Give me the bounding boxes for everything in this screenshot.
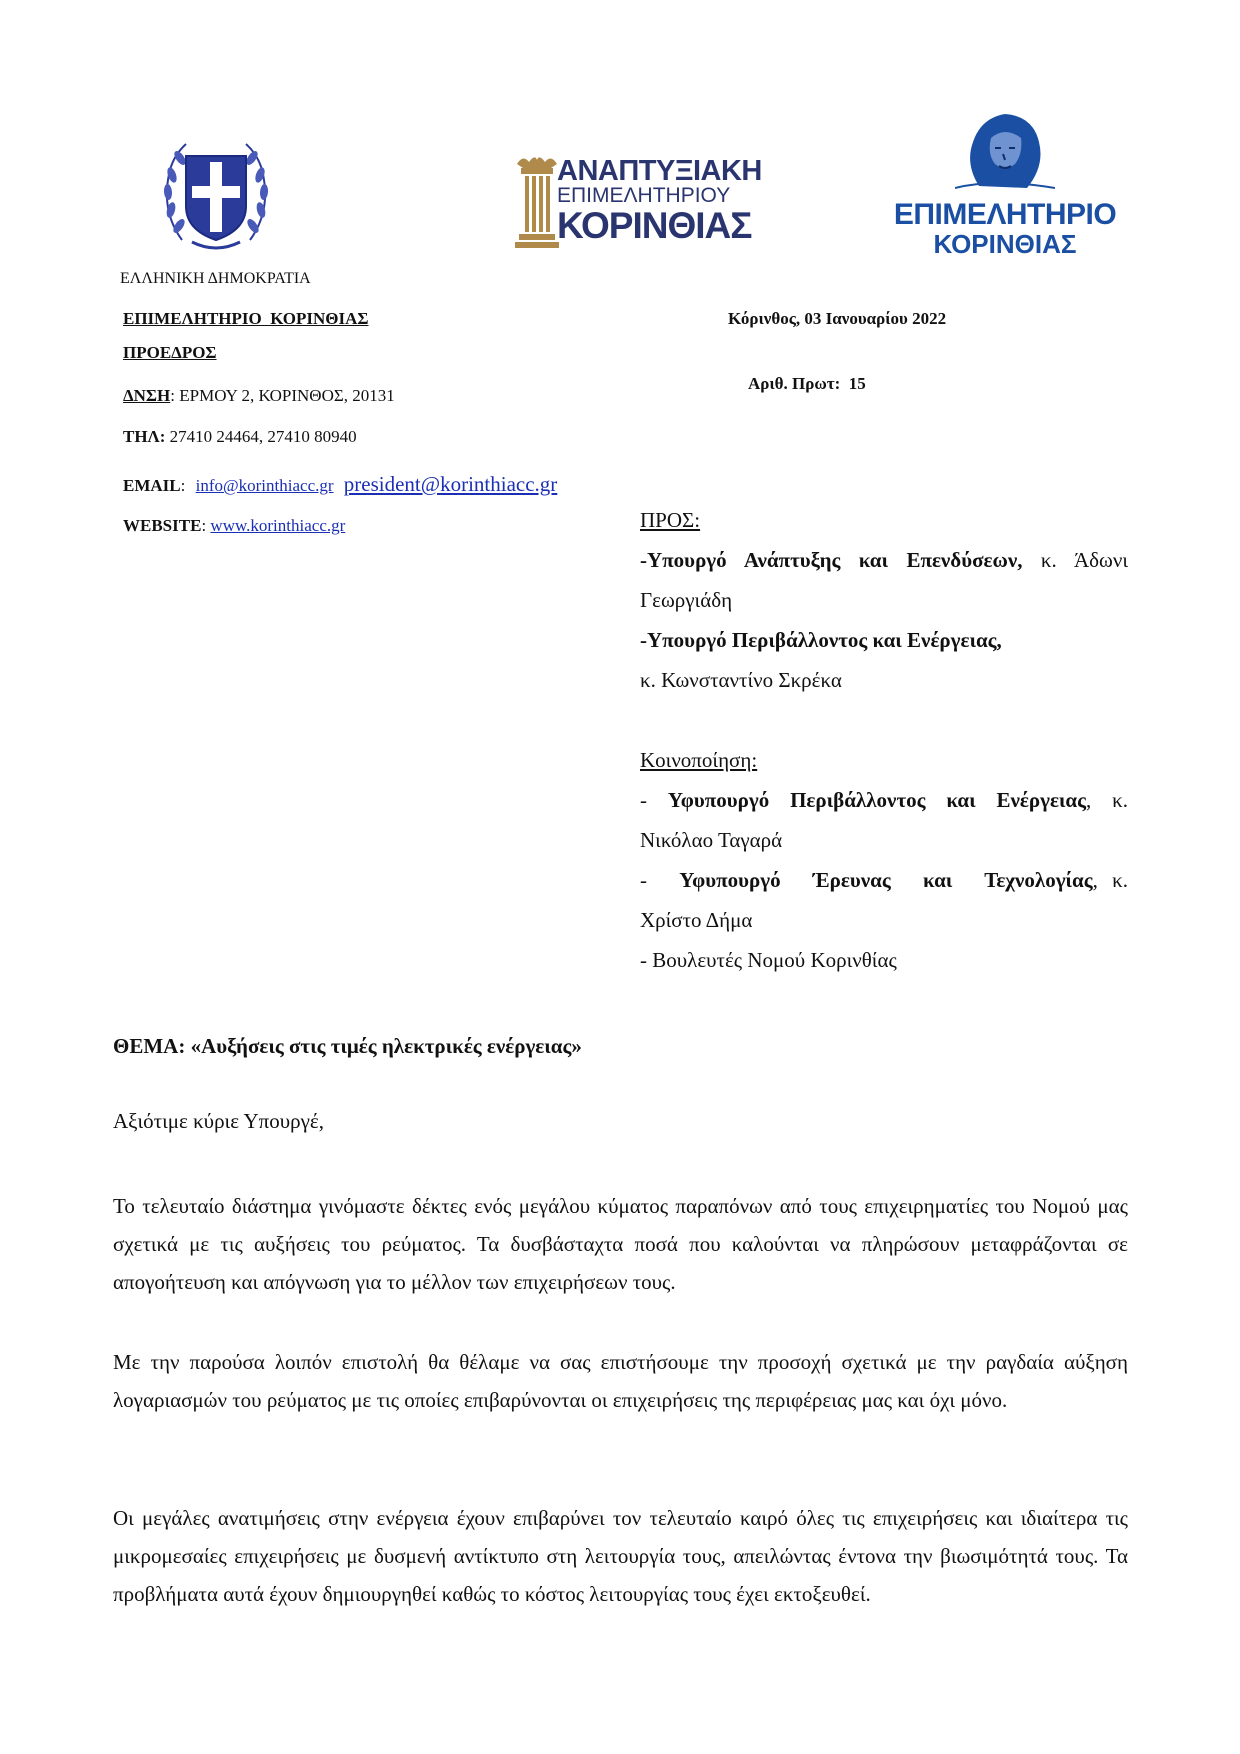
cc-recipient-1 <box>640 780 1128 860</box>
email-link-info[interactable]: info@korinthiacc.gr <box>195 476 334 495</box>
body-paragraph-2: Με την παρούσα λοιπόν επιστολή θα θέλαμε να σας επιστήσουμε την προσοχή σχετικά με την ραγδαία αύξηση λογαριασμών του ρεύματος με τις οποίες επιβαρύνονται οι επιχειρήσεις της περιφέρειας μας και όχι μόνο. <box>113 1350 1128 1412</box>
protocol-number: Αριθ. Πρωτ: 15 <box>748 374 866 393</box>
recipient-1 <box>640 540 1128 620</box>
subject-line: ΘΕΜΑ: «Αυξήσεις στις τιμές ηλεκτρικές ενέργειας» <box>113 1034 582 1058</box>
phone-value: 27410 24464, 27410 80940 <box>165 427 357 446</box>
phone-label: ΤΗΛ: <box>123 427 166 446</box>
email-line <box>123 472 557 497</box>
recipient-1-name: κ. Άδωνι Γεωργιάδη <box>640 548 1128 612</box>
greek-coat-of-arms-logo <box>152 130 280 260</box>
cc-recipient-2 <box>640 860 1128 940</box>
dev-logo-line3: ΚΟΡΙΝΘΙΑΣ <box>557 205 752 246</box>
cc-label: Κοινοποίηση: <box>640 748 758 772</box>
dev-logo-line2: ΕΠΙΜΕΛΗΤΗΡΙΟΥ <box>557 184 731 207</box>
date-line: Κόρινθος, 03 Ιανουαρίου 2022 <box>728 309 947 328</box>
cc-recipient-1-title: Υφυπουργό Περιβάλλοντος και Ενέργειας <box>667 788 1087 812</box>
chamber-logo <box>885 108 1125 258</box>
address-value: : ΕΡΜΟΥ 2, ΚΟΡΙΝΘΟΣ, 20131 <box>170 386 395 405</box>
email-label: EMAIL <box>123 476 181 495</box>
email-separator: : <box>180 476 186 495</box>
cc-recipient-3: - Βουλευτές Νομού Κορινθίας <box>640 948 897 972</box>
role-label: ΠΡΟΕΔΡΟΣ <box>123 343 217 362</box>
body-paragraph-1: Το τελευταίο διάστημα γινόμαστε δέκτες ενός μεγάλου κύματος παραπόνων από τους επιχειρηματίες του Νομού μας σχετικά με τις αυξήσεις του ρεύματος. Τα δυσβάσταχτα ποσά που καλούνται να πληρώσουν μεταφράζονται σε απογοήτευση και απόγνωση για το μέλλον των επιχειρήσεων τους. <box>113 1194 1128 1294</box>
website-separator: : <box>201 516 207 535</box>
recipient-2-title: -Υπουργό Περιβάλλοντος και Ενέργειας, <box>640 628 1002 652</box>
cc-recipient-2-title: Υφυπουργό Έρευνας και Τεχνολογίας <box>679 868 1093 892</box>
cc-recipient-1-name: , κ. Νικόλαο Ταγαρά <box>640 788 1128 852</box>
cc-logo-line1: ΕΠΙΜΕΛΗΤΗΡΙΟ <box>893 198 1117 231</box>
column-icon <box>515 154 559 250</box>
email-link-president[interactable]: president@korinthiacc.gr <box>343 472 558 496</box>
phone-line <box>123 427 357 447</box>
to-label: ΠΡΟΣ: <box>640 508 701 532</box>
republic-label: ΕΛΛΗΝΙΚΗ ΔΗΜΟΚΡΑΤΙΑ <box>120 270 311 287</box>
website-line <box>123 516 345 536</box>
body-paragraph-3: Οι μεγάλες ανατιμήσεις στην ενέργεια έχουν επιβαρύνει τον τελευταίο καιρό όλες τις επιχειρήσεις και ιδιαίτερα τις μικρομεσαίες επιχειρήσεις με δυσμενή αντίκτυπο στη λειτουργία τους, απειλώντας έντονα την βιωσιμότητά τους. Τα προβλήματα αυτά έχουν δημιουργηθεί καθώς το κόστος λειτουργίας τους έχει εκτοξευθεί. <box>113 1506 1128 1606</box>
recipients-block <box>640 500 1128 980</box>
cc-recipient-2-prefix: - <box>640 868 680 892</box>
cc-recipient-1-prefix: - <box>640 788 668 812</box>
recipient-1-title: -Υπουργό Ανάπτυξης και Επενδύσεων, <box>640 548 1023 572</box>
cc-logo-line2: ΚΟΡΙΝΘΙΑΣ <box>933 229 1077 259</box>
dev-logo-line1: ΑΝΑΠΤΥΞΙΑΚΗ <box>557 155 762 187</box>
salutation: Αξιότιμε κύριε Υπουργέ, <box>113 1109 324 1133</box>
organization-name: ΕΠΙΜΕΛΗΤΗΡΙΟ ΚΟΡΙΝΘΙΑΣ <box>123 309 369 328</box>
address-label: ΔΝΣΗ <box>123 386 171 405</box>
address-line <box>123 386 395 406</box>
website-label: WEBSITE <box>123 516 202 535</box>
bust-portrait-icon <box>955 108 1055 194</box>
development-chamber-logo <box>515 150 762 260</box>
recipient-2-name: κ. Κωνσταντίνο Σκρέκα <box>640 668 842 692</box>
cc-recipient-2-name: , κ. Χρίστο Δήμα <box>640 868 1128 932</box>
website-link[interactable]: www.korinthiacc.gr <box>210 516 346 535</box>
